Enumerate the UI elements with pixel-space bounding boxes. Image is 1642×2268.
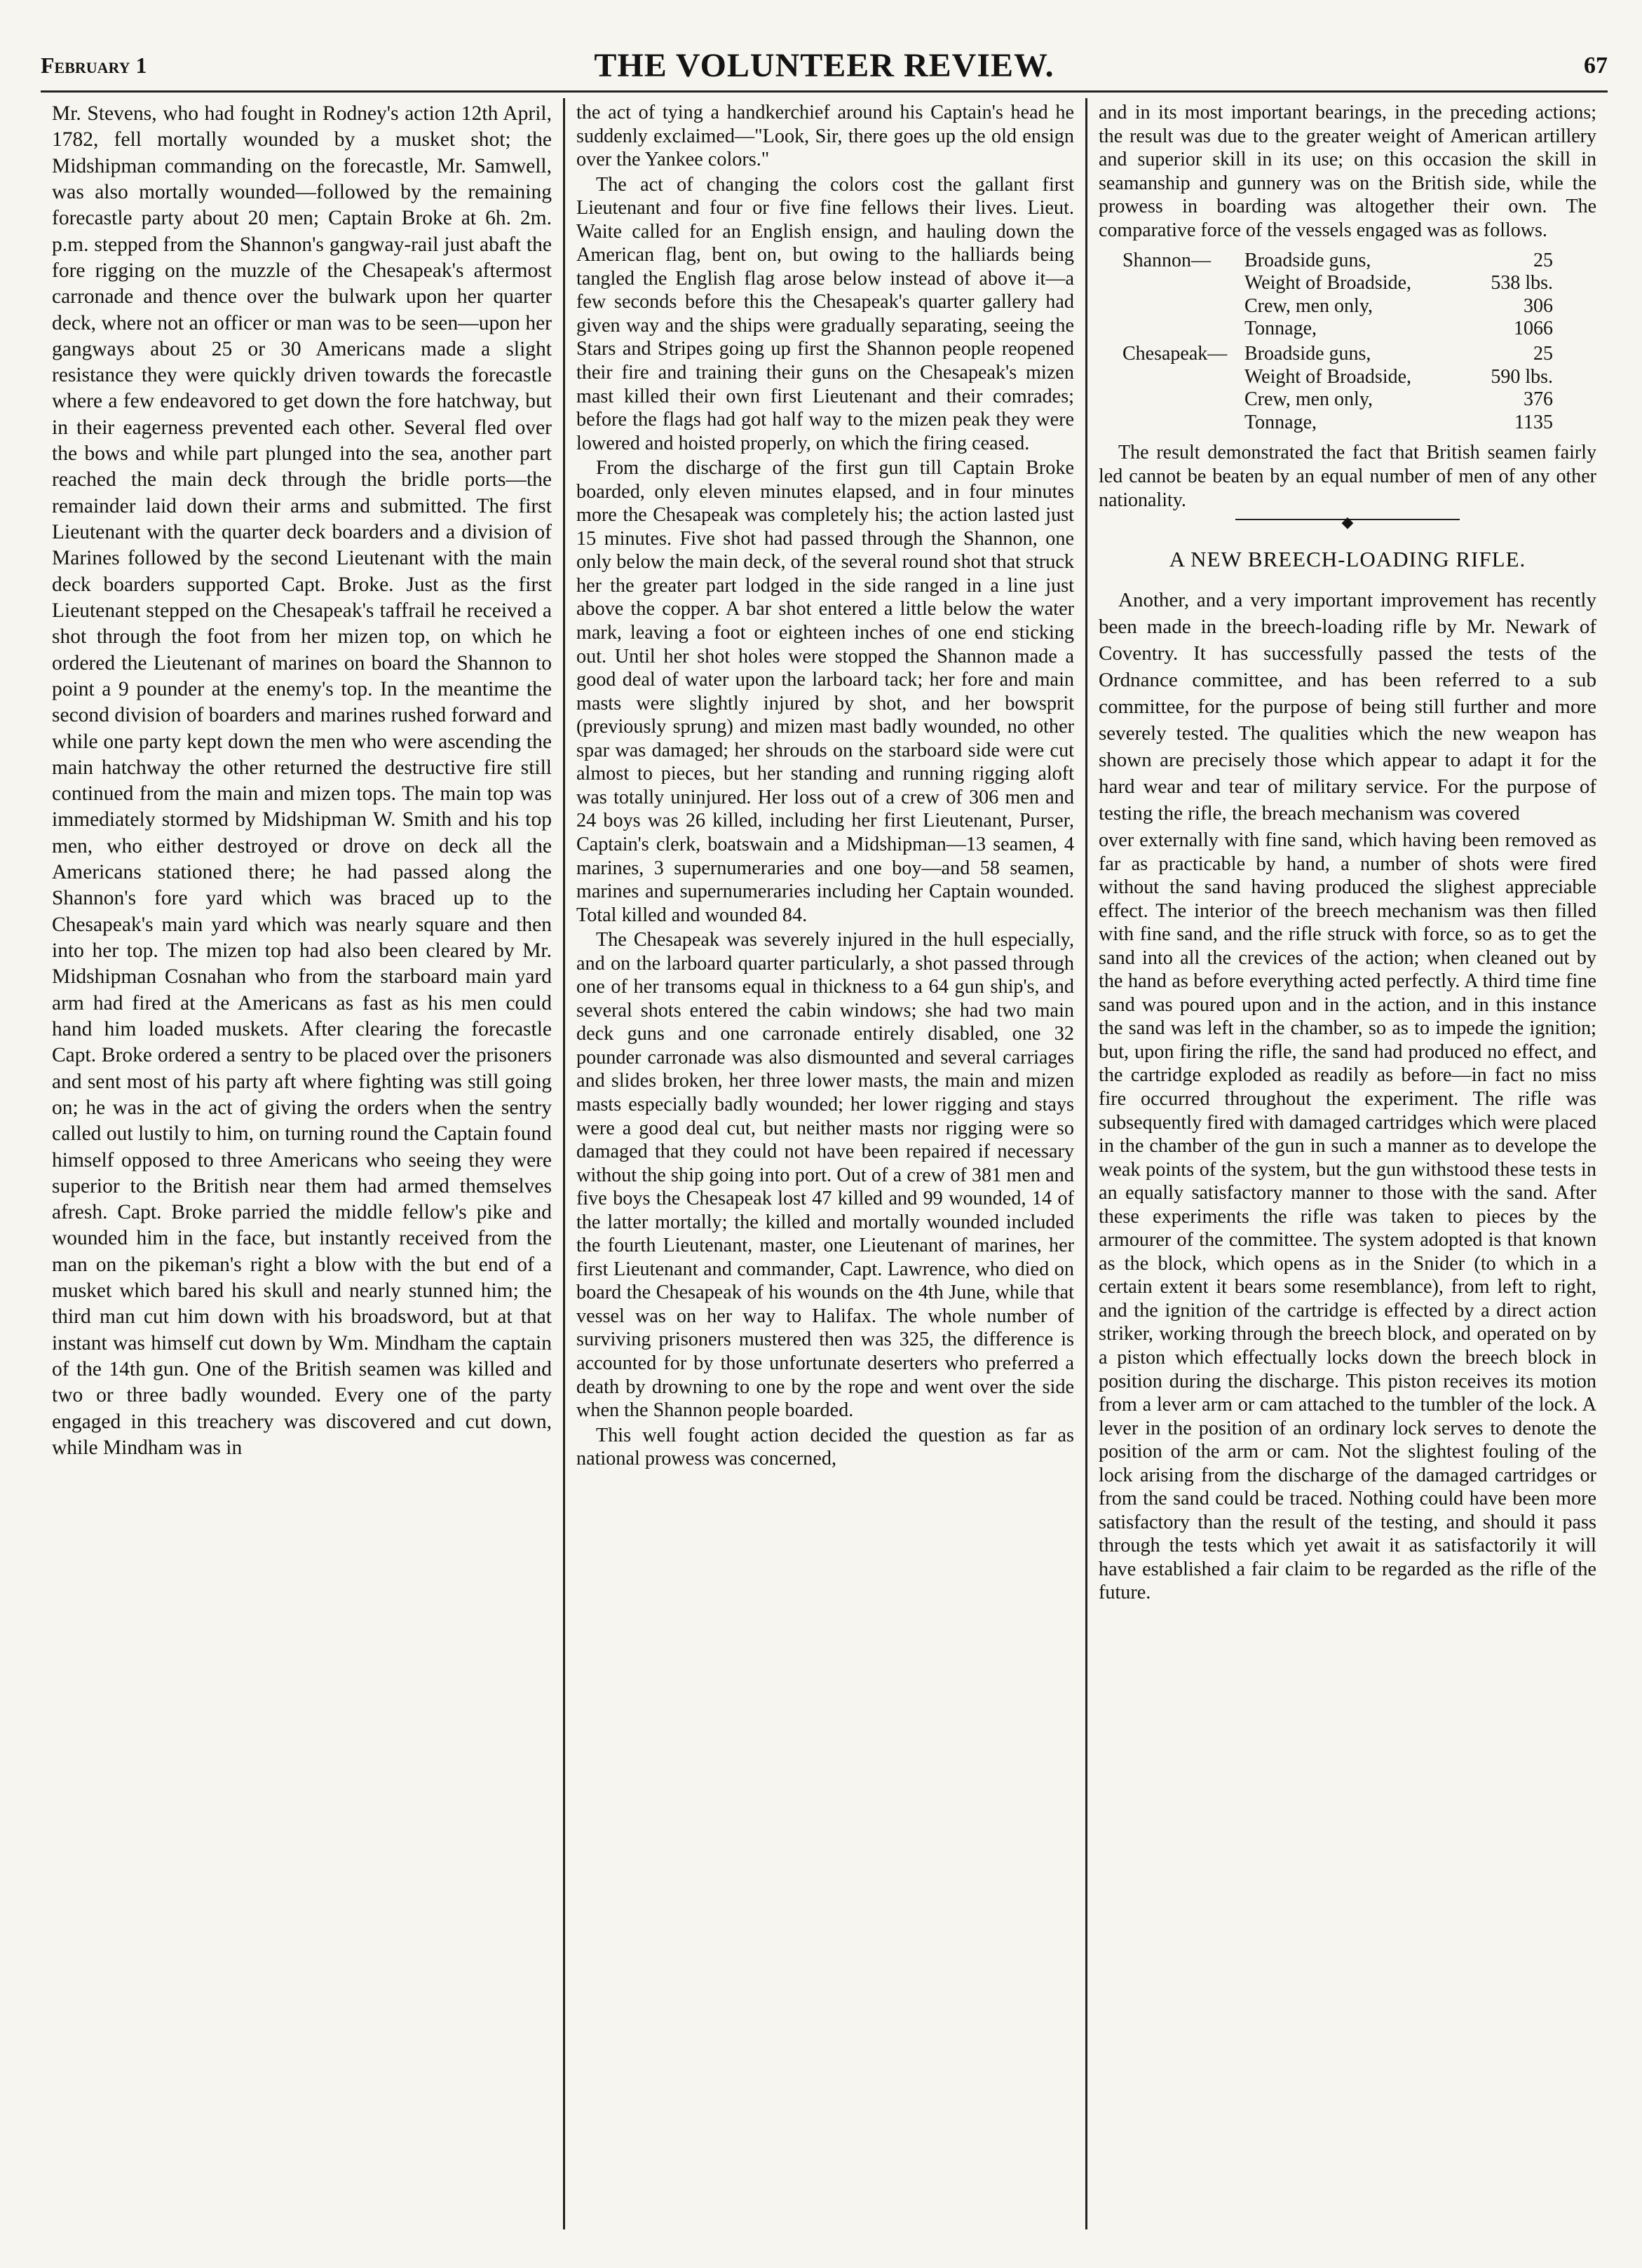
column-2-paragraph: the act of tying a handkerchief around his Captain's head he suddenly exclaimed—"Look, Sir, there goes up the old ensign over the Yankee colors." bbox=[576, 102, 1074, 171]
stat-label: Crew, men only, bbox=[1244, 388, 1373, 411]
vessel-name: Shannon— bbox=[1122, 249, 1211, 271]
table-row bbox=[1122, 250, 1559, 272]
page-number: 67 bbox=[1583, 52, 1608, 79]
stat-label: Crew, men only, bbox=[1244, 294, 1373, 317]
stat-value: 1066 bbox=[1514, 317, 1553, 339]
column-2-paragraph: The act of changing the colors cost the gallant first Lieutenant and four or five fine fellows their lives. Lieut. Waite called for an English ensign, and hauling down the American flag, bent on, but owing to the halliards being tangled the English flag arose below instead of above it—a few seconds before this the Chesapeak's quarter gallery had given way and the ships were gradually separating, seeing the Stars and Stripes going up first the Shannon people reopened their fire and training their guns on the Chesapeak's mizen mast killed their own first Lieutenant and their comrades; before the flags had got half way to the mizen peak they were lowered and hoisted properly, on which the firing ceased. bbox=[576, 173, 1074, 454]
table-row bbox=[1122, 388, 1559, 411]
table-row bbox=[1122, 340, 1559, 365]
stat-label: Broadside guns, bbox=[1244, 249, 1371, 271]
column-2-paragraph: This well fought action decided the question as far as national prowess was concerned, bbox=[576, 1424, 1074, 1470]
column-1 bbox=[41, 98, 563, 2229]
comparison-conclusion: The result demonstrated the fact that British seamen fairly led cannot be beaten by an equal number of men of any other nationality. bbox=[1099, 442, 1596, 511]
diamond-ornament-icon: ◆ bbox=[1341, 513, 1354, 531]
column-1-paragraph: Mr. Stevens, who had fought in Rodney's action 12th April, 1782, fell mortally wounded by a musket shot; the Midshipman commanding on the forecastle, Mr. Samwell, was also mortally wounded—followed by the remaining forecastle party about 20 men; Captain Broke at 6h. 2m. p.m. stepped from the Shannon's gangway-rail just abaft the fore rigging on the muzzle of the Chesapeak's aftermost carronade and thence over the bulwark upon her quarter deck, where not an officer or man was to be seen—upon her gangways about 25 or 30 Americans made a slight resistance they were quickly driven towards the forecastle where a few endeavored to get down the fore hatchway, but in their eagerness prevented each other. Several fled over the bows and while part plunged into the sea, another part reached the main deck through the bridle ports—the remainder laid down their arms and submitted. The first Lieutenant with the quarter deck boarders and a division of Marines followed by the second Lieutenant with the main deck boarders supported Capt. Broke. Just as the first Lieutenant stepped on the Chesapeak's taffrail he received a shot through the foot from her mizen top, on which he ordered the Lieutenant of marines on board the Shannon to point a 9 pounder at the enemy's top. In the meantime the second division of boarders and marines rushed forward and while one party kept down the men who were ascending the main hatchway the other returned the destructive fire still continued from the main and mizen tops. The main top was immediately stormed by Midshipman W. Smith and his top men, who either destroyed or drove on deck all the Americans stationed there; he had passed along the Shannon's fore yard which was braced up to the Chesapeak's main yard which was nearly square and then into her top. The mizen top had also been cleared by Mr. Midshipman Cosnahan who from the starboard main yard arm had fired at the Americans as fast as his men could hand him loaded muskets. After clearing the forecastle Capt. Broke ordered a sentry to be placed over the prisoners and sent most of his party aft where fighting was still going on; he was in the act of giving the orders when the sentry called out lustily to him, on turning round the Captain found himself opposed to three Americans who seeing they were superior to the British near them had armed themselves afresh. Capt. Broke parried the middle fellow's pike and wounded him in the face, but instantly received from the man on the pikeman's right a blow with the but end of a musket which bared his skull and nearly stunned him; the third man cut him down with his broadsword, but at that instant was himself cut down by Wm. Mindham the captain of the 14th gun. One of the British seamen was killed and two or three badly wounded. Every one of the party engaged in this treachery was discovered and cut down, while Mindham was in bbox=[52, 102, 552, 1459]
column-2-paragraph: From the discharge of the first gun till Captain Broke boarded, only eleven minutes elapsed, and in four minutes more the Chesapeak was completely his; the action lasted just 15 minutes. Five shot had passed through the Shannon, one only below the main deck, of the several round shot that struck her the greater part lodged in the side ranged in a line just above the copper. A bar shot entered a little below the water mark, leaving a foot or eighteen inches of one end sticking out. Until her shot holes were stopped the Shannon made a good deal of water upon the larboard tack; her fore and main masts were slightly injured by shot, and her bowsprit (previously sprung) and mizen mast badly wounded, no other spar was damaged; her shrouds on the starboard side were cut almost to pieces, but her standing and running rigging aloft was totally uninjured. Her loss out of a crew of 306 men and 24 boys was 26 killed, including her first Lieutenant, Purser, Captain's clerk, boatswain and a Midshipman—13 seamen, 4 marines, 3 supernumeraries and one boy—and 58 seamen, marines and supernumeraries including her Captain wounded. Total killed and wounded 84. bbox=[576, 457, 1074, 926]
table-row bbox=[1122, 295, 1559, 318]
masthead bbox=[41, 41, 1608, 93]
stat-label: Weight of Broadside, bbox=[1244, 365, 1412, 388]
publication-title: THE VOLUNTEER REVIEW. bbox=[594, 47, 1054, 84]
stat-label: Broadside guns, bbox=[1244, 343, 1371, 365]
stat-value: 25 bbox=[1533, 343, 1553, 365]
column-2-paragraph: The Chesapeak was severely injured in the hull especially, and on the larboard quarter particularly, a shot passed through one of her transoms equal in thickness to a 64 gun ship's, and several shots entered the cabin windows; she had two main deck guns and one carronade entirely disabled, one 32 pounder carronade was also dismounted and several carriages and slides broken, her three lower masts, the main and mizen masts especially badly wounded; her lower rigging and stays were a good deal cut, but neither masts nor rigging were so damaged that they could not have been repaired if necessary without the ship going into port. Out of a crew of 381 men and five boys the Chesapeak lost 47 killed and 99 wounded, 14 of the latter mortally; the killed and mortally wounded included the fourth Lieutenant, master, one Lieutenant of marines, her first Lieutenant and commander, Capt. Lawrence, who died on board the Chesapeak of his wounds on the 4th June, while that vessel was on her way to Halifax. The whole number of surviving prisoners mustered then was 325, the difference is accounted for by those unfortunate deserters who preferred a death by drowning to one by the rope and went over the side when the Shannon people boarded. bbox=[576, 929, 1074, 1422]
table-row bbox=[1122, 272, 1559, 294]
article-heading: A NEW BREECH-LOADING RIFLE. bbox=[1169, 547, 1526, 572]
column-3 bbox=[1085, 98, 1608, 2229]
stat-value: 306 bbox=[1524, 294, 1553, 317]
article-columns bbox=[41, 98, 1608, 2229]
table-row bbox=[1122, 366, 1559, 388]
stat-value: 25 bbox=[1533, 249, 1553, 271]
table-row bbox=[1122, 412, 1559, 434]
force-comparison-table bbox=[1122, 250, 1559, 435]
stat-value: 538 lbs. bbox=[1491, 272, 1553, 294]
column-2 bbox=[563, 98, 1085, 2229]
vessel-name: Chesapeak— bbox=[1122, 343, 1228, 365]
stat-label: Tonnage, bbox=[1244, 411, 1317, 433]
table-row bbox=[1122, 318, 1559, 340]
stat-value: 376 bbox=[1524, 388, 1553, 411]
issue-date: February 1 bbox=[41, 53, 147, 78]
article-paragraph: Another, and a very important improvement has recently been made in the breech-loading rifle by Mr. Newark of Coventry. It has successfully passed the tests of the Ordnance committee, and has been referred to a sub committee, for the purpose of being still further and more severely tested. The qualities which the new weapon has shown are precisely those which appear to adapt it for the hard wear and tear of military service. For the purpose of testing the rifle, the breach mechanism was covered bbox=[1099, 589, 1596, 824]
stat-label: Weight of Broadside, bbox=[1244, 272, 1412, 294]
stat-value: 1135 bbox=[1514, 411, 1553, 433]
article-paragraph: over externally with fine sand, which having been removed as far as practicable by hand, a number of shots were fired without the sand having produced the slighest appreciable effect. The interior of the breech mechanism was then filled with fine sand, and the rifle struck with force, so as to get the sand into all the crevices of the action; when cleaned out by the hand as before everything acted perfectly. A third time fine sand was poured upon and in the action, and in this instance the sand was left in the chamber, so as to impede the ignition; but, upon firing the rifle, the sand had produced no effect, and the cartridge exploded as readily as before—in fact no miss fire occurred throughout the experiment. The rifle was subsequently fired with damaged cartridges which were placed in the chamber of the gun in such a manner as to develope the weak points of the system, but the gun withstood these tests in an equally satisfactory manner to those with the sand. After these experiments the rifle was taken to pieces by the armourer of the committee. The system adopted is that known as the block, which opens as in the Snider (to which in a certain extent it bears some resemblance), from left to right, and the ignition of the cartridge is effected by a direct action striker, working through the breech block, and operated on by a piston which effectually locks down the breech block in position during the discharge. This piston receives its motion from a lever arm or cam attached to the tumbler of the lock. A lever in the position of an ordinary lock serves to denote the position of the arm or cam. Not the slightest fouling of the lock arising from the discharge of the damaged cartridges or from the sand could be traced. Nothing could have been more satisfactory than the result of the testing, and should it pass through the tests which yet await it as satisfactorily it will have established a fair claim to be regarded as the rifle of the future. bbox=[1099, 829, 1596, 1604]
comparison-intro: and in its most important bearings, in the preceding actions; the result was due to the greater weight of American artillery and superior skill in its use; on this occasion the skill in seamanship and gunnery was on the British side, while the prowess in boarding was altogether their own. The comparative force of the vessels engaged was as follows. bbox=[1099, 102, 1596, 241]
stat-label: Tonnage, bbox=[1244, 317, 1317, 339]
stat-value: 590 lbs. bbox=[1491, 365, 1553, 388]
